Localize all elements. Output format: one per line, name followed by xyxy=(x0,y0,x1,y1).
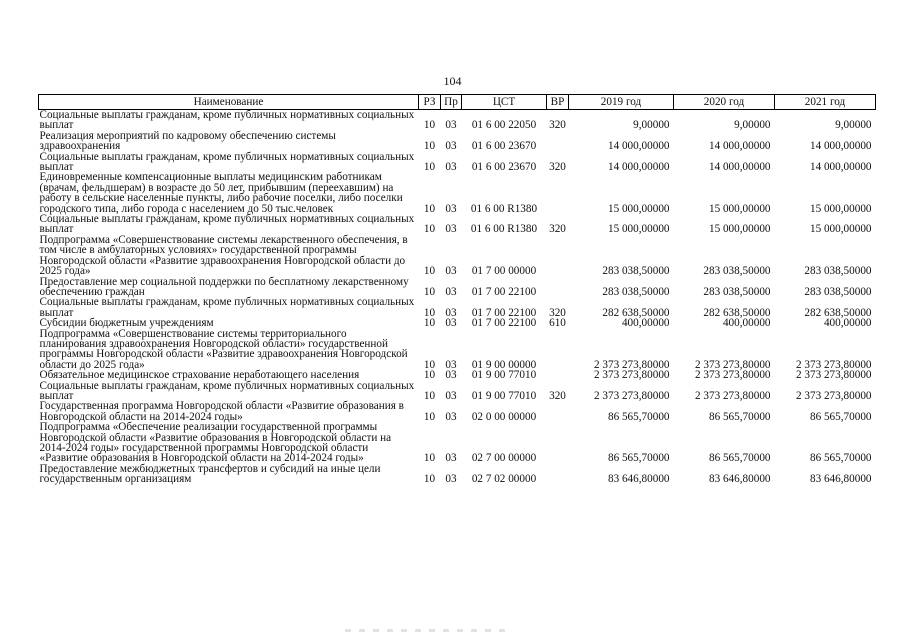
row-name: Предоставление мер социальной поддержки по бесплатному лекарственному обеспечению граждан xyxy=(39,275,409,298)
row-name: Социальные выплаты гражданам, кроме публичных нормативных социальных выплат xyxy=(39,379,415,402)
row-vr xyxy=(547,401,569,422)
bottom-scan-artifact xyxy=(345,629,505,632)
table-row xyxy=(39,329,876,371)
row-2019: 9,00000 xyxy=(633,119,670,132)
row-rz: 10 xyxy=(423,161,436,174)
row-name: Единовременные компенсационные выплаты медицинским работникам (врачам, фельдшерам) в возрасте до 50 лет, прибывшим (переехавшим) на работу в сельские населенные пункты, либо рабочие поселки, либо поселки городского типа, либо города с населением до 50 тыс.человек xyxy=(39,171,403,215)
row-2020: 86 565,70000 xyxy=(708,452,771,465)
row-pr: 03 xyxy=(445,223,457,236)
row-2019: 83 646,80000 xyxy=(607,473,670,486)
row-name: Подпрограмма «Совершенствование системы территориального планирования здравоохранения Новгородской области» государственной программы Новгородской области «Развитие здравоохранения Новгородской области до 2025 года» xyxy=(39,327,408,371)
row-cst: 01 6 00 R1380 xyxy=(470,202,538,215)
row-2019: 86 565,70000 xyxy=(607,410,670,423)
row-vr xyxy=(547,131,569,152)
row-rz: 10 xyxy=(423,223,436,236)
row-rz: 10 xyxy=(423,265,436,278)
row-2019: 14 000,00000 xyxy=(607,161,670,174)
row-2020: 9,00000 xyxy=(734,119,771,132)
row-vr xyxy=(547,329,569,371)
row-vr: 320 xyxy=(549,223,566,236)
row-name: Социальные выплаты гражданам, кроме публичных нормативных социальных выплат xyxy=(39,213,415,236)
table-row xyxy=(39,401,876,422)
header-rz: РЗ xyxy=(419,95,441,110)
row-name: Подпрограмма «Совершенствование системы лекарственного обеспечения, в том числе в амбулаторных условиях» государственной программы Новгородской области «Развитие здравоохранения Новгородской области до 2025 года» xyxy=(39,233,408,278)
row-2021: 282 638,50000 xyxy=(804,306,872,319)
row-vr xyxy=(547,422,569,464)
row-2019: 2 373 273,80000 xyxy=(593,358,670,371)
row-2019: 86 565,70000 xyxy=(607,452,670,465)
row-name: Предоставление межбюджетных трансфертов и субсидий на иные цели государственным организациям xyxy=(39,462,381,486)
row-pr: 03 xyxy=(445,202,457,215)
row-name: Субсидии бюджетным учреждениям xyxy=(39,317,214,330)
row-cst: 01 6 00 23670 xyxy=(471,161,537,174)
row-pr: 03 xyxy=(445,306,457,319)
table-row xyxy=(39,370,876,380)
page-number: 104 xyxy=(443,74,462,88)
table-body xyxy=(39,110,876,485)
row-vr: 320 xyxy=(549,389,566,402)
row-2019: 400,00000 xyxy=(621,317,670,330)
table-row xyxy=(39,172,876,214)
row-pr: 03 xyxy=(445,119,457,132)
row-2021: 2 373 273,80000 xyxy=(795,358,872,371)
table-row xyxy=(39,381,876,402)
row-2020: 83 646,80000 xyxy=(708,473,771,486)
row-2021: 400,00000 xyxy=(823,317,872,330)
row-cst: 02 7 02 00000 xyxy=(471,473,537,486)
row-rz: 10 xyxy=(423,410,436,423)
row-2019: 2 373 273,80000 xyxy=(593,369,670,382)
table-row xyxy=(39,422,876,464)
row-vr: 610 xyxy=(549,317,566,330)
table-header-row xyxy=(39,95,876,110)
row-name: Социальные выплаты гражданам, кроме публичных нормативных социальных выплат xyxy=(39,296,415,319)
table-row xyxy=(39,110,876,131)
row-pr: 03 xyxy=(445,389,457,402)
row-2020: 2 373 273,80000 xyxy=(694,358,771,371)
row-rz: 10 xyxy=(423,369,436,382)
row-vr xyxy=(547,370,569,380)
row-rz: 10 xyxy=(423,473,436,486)
row-2021: 14 000,00000 xyxy=(809,161,872,174)
header-name: Наименование xyxy=(39,95,419,110)
header-2019: 2019 год xyxy=(569,95,674,110)
row-rz: 10 xyxy=(423,140,436,153)
table-row xyxy=(39,297,876,318)
row-rz: 10 xyxy=(423,202,436,215)
row-cst: 01 7 00 22100 xyxy=(471,317,537,330)
row-pr: 03 xyxy=(445,410,457,423)
row-rz: 10 xyxy=(423,306,436,319)
row-pr: 03 xyxy=(445,285,457,298)
row-2019: 15 000,00000 xyxy=(607,202,670,215)
row-2019: 283 038,50000 xyxy=(602,285,670,298)
row-2019: 282 638,50000 xyxy=(602,306,670,319)
row-pr: 03 xyxy=(445,265,457,278)
table-row xyxy=(39,214,876,235)
row-name: Государственная программа Новгородской области «Развитие образования в Новгородской области на 2014-2024 годы» xyxy=(39,400,404,423)
row-2021: 86 565,70000 xyxy=(809,410,872,423)
row-2020: 14 000,00000 xyxy=(708,161,771,174)
row-pr: 03 xyxy=(445,452,457,465)
row-name: Реализация мероприятий по кадровому обеспечению системы здравоохранения xyxy=(39,129,336,153)
row-cst: 01 9 00 77010 xyxy=(471,369,537,382)
row-pr: 03 xyxy=(445,369,457,382)
row-name: Подпрограмма «Обеспечение реализации государственной программы Новгородской области «Развитие образования в Новгородской области на 2014-2024 годы» государственной программы Новгородской области «Развитие образования в Новгородской области на 2014-2024 годы» xyxy=(39,421,392,465)
table-row xyxy=(39,131,876,152)
header-vr: ВР xyxy=(547,95,569,110)
row-pr: 03 xyxy=(445,317,457,330)
row-cst: 01 6 00 22050 xyxy=(471,119,537,132)
row-2021: 15 000,00000 xyxy=(809,202,872,215)
row-cst: 02 7 00 00000 xyxy=(471,452,537,465)
table-row xyxy=(39,464,876,485)
row-2019: 15 000,00000 xyxy=(607,223,670,236)
row-2020: 283 038,50000 xyxy=(703,265,771,278)
row-name: Социальные выплаты гражданам, кроме публичных нормативных социальных выплат xyxy=(39,109,415,132)
table-row xyxy=(39,318,876,328)
row-2021: 2 373 273,80000 xyxy=(795,369,872,382)
row-pr: 03 xyxy=(445,161,457,174)
row-name: Социальные выплаты гражданам, кроме публичных нормативных социальных выплат xyxy=(39,150,415,174)
row-cst: 01 9 00 77010 xyxy=(471,389,537,402)
row-2021: 2 373 273,80000 xyxy=(795,389,872,402)
row-2021: 83 646,80000 xyxy=(809,473,872,486)
row-cst: 02 0 00 00000 xyxy=(471,410,537,423)
row-2021: 283 038,50000 xyxy=(804,265,872,278)
row-2021: 9,00000 xyxy=(835,119,872,132)
header-pr: Пр xyxy=(441,95,462,110)
row-2019: 2 373 273,80000 xyxy=(593,389,670,402)
budget-table xyxy=(38,94,876,485)
table-row xyxy=(39,235,876,277)
row-cst: 01 9 00 00000 xyxy=(471,358,537,371)
row-2020: 400,00000 xyxy=(722,317,771,330)
row-rz: 10 xyxy=(423,119,436,132)
row-vr xyxy=(547,464,569,485)
row-2021: 283 038,50000 xyxy=(804,285,872,298)
row-2020: 2 373 273,80000 xyxy=(694,369,771,382)
row-2020: 282 638,50000 xyxy=(703,306,771,319)
row-cst: 01 6 00 23670 xyxy=(471,140,537,153)
row-2020: 283 038,50000 xyxy=(703,285,771,298)
row-vr: 320 xyxy=(549,161,566,174)
header-2020: 2020 год xyxy=(674,95,775,110)
row-rz: 10 xyxy=(423,317,436,330)
row-cst: 01 7 00 22100 xyxy=(471,285,537,298)
row-pr: 03 xyxy=(445,140,457,153)
row-2021: 14 000,00000 xyxy=(809,140,872,153)
table-row xyxy=(39,277,876,298)
row-rz: 10 xyxy=(423,452,436,465)
row-2020: 86 565,70000 xyxy=(708,410,771,423)
row-2020: 14 000,00000 xyxy=(708,140,771,153)
row-rz: 10 xyxy=(423,285,436,298)
row-2021: 15 000,00000 xyxy=(809,223,872,236)
row-2020: 15 000,00000 xyxy=(708,223,771,236)
row-name: Обязательное медицинское страхование неработающего населения xyxy=(39,369,360,382)
row-cst: 01 7 00 22100 xyxy=(471,306,537,319)
row-pr: 03 xyxy=(445,358,457,371)
row-vr xyxy=(547,235,569,277)
row-vr: 320 xyxy=(549,306,566,319)
table-row xyxy=(39,152,876,173)
row-pr: 03 xyxy=(445,473,457,486)
row-cst: 01 7 00 00000 xyxy=(471,265,537,278)
row-2020: 15 000,00000 xyxy=(708,202,771,215)
header-2021: 2021 год xyxy=(775,95,876,110)
row-rz: 10 xyxy=(423,358,436,371)
row-cst: 01 6 00 R1380 xyxy=(470,223,538,236)
row-vr xyxy=(547,277,569,298)
row-2020: 2 373 273,80000 xyxy=(694,389,771,402)
row-rz: 10 xyxy=(423,389,436,402)
row-2019: 14 000,00000 xyxy=(607,140,670,153)
row-2021: 86 565,70000 xyxy=(809,452,872,465)
row-2019: 283 038,50000 xyxy=(602,265,670,278)
row-vr xyxy=(547,172,569,214)
header-cst: ЦСТ xyxy=(462,95,547,110)
row-vr: 320 xyxy=(549,119,566,132)
